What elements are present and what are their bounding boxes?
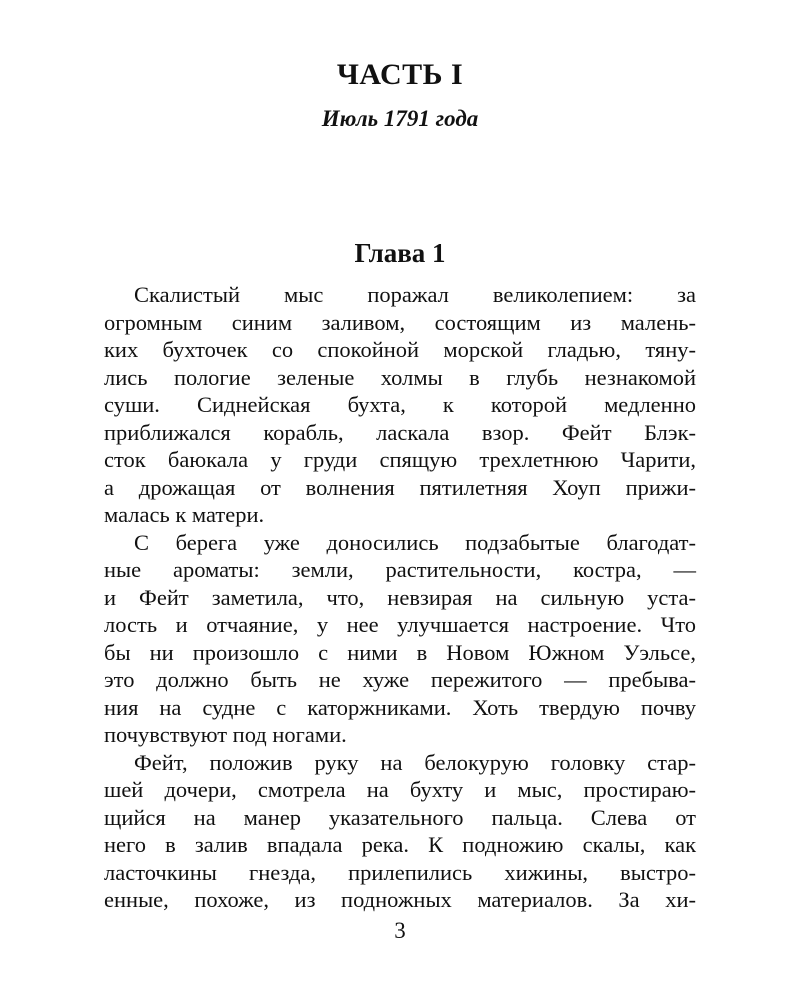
chapter-title: Глава 1 (354, 238, 446, 268)
text-line: Скалистый мыс поражал великолепием: за (134, 282, 696, 307)
text-line: С берега уже доносились подзабытые благодат- (134, 529, 696, 555)
text-line: ких бухточек со спокойной морской гладью, тяну- (104, 337, 696, 362)
text-line: лость и отчаяние, у нее улучшается настроение. Что (104, 612, 696, 637)
text-line: него в залив впадала река. К подножию скалы, как (104, 832, 696, 857)
text-line: сток баюкала у груди спящую трехлетнюю Чарити, (104, 447, 696, 472)
text-line: суши. Сиднейская бухта, к которой медленно (104, 392, 696, 417)
text-line: енные, похоже, из подножных материалов. За хи- (104, 887, 696, 912)
text-line: лись пологие зеленые холмы в глубь незнакомой (104, 364, 696, 390)
text-line: это должно быть не хуже пережитого — пребыва- (104, 667, 696, 692)
text-line: малась к матери. (104, 502, 265, 527)
text-line: почувствуют под ногами. (104, 722, 347, 747)
text-line: а дрожащая от волнения пятилетняя Хоуп прижи- (104, 474, 696, 500)
text-line: щийся на манер указательного пальца. Слева от (104, 804, 696, 830)
part-subtitle: Июль 1791 года (321, 106, 479, 131)
part-title: ЧАСТЬ I (336, 58, 464, 91)
text-line: ласточкины гнезда, прилепились хижины, выстро- (104, 859, 696, 885)
text-line: ния на судне с каторжниками. Хоть твердую почву (104, 694, 696, 720)
text-line: приближался корабль, ласкала взор. Фейт Блэк- (104, 419, 696, 445)
text-line: огромным синим заливом, состоящим из малень- (104, 309, 696, 335)
body-text (104, 281, 696, 914)
text-line: бы ни произошло с ними в Новом Южном Уэльсе, (104, 639, 696, 665)
text-line: и Фейт заметила, что, невзирая на сильную уста- (104, 584, 696, 610)
page-number: 3 (394, 918, 406, 943)
text-line: шей дочери, смотрела на бухту и мыс, простираю- (104, 777, 696, 802)
text-line: ные ароматы: земли, растительности, костра, — (104, 557, 696, 582)
text-line: Фейт, положив руку на белокурую головку стар- (134, 749, 696, 775)
